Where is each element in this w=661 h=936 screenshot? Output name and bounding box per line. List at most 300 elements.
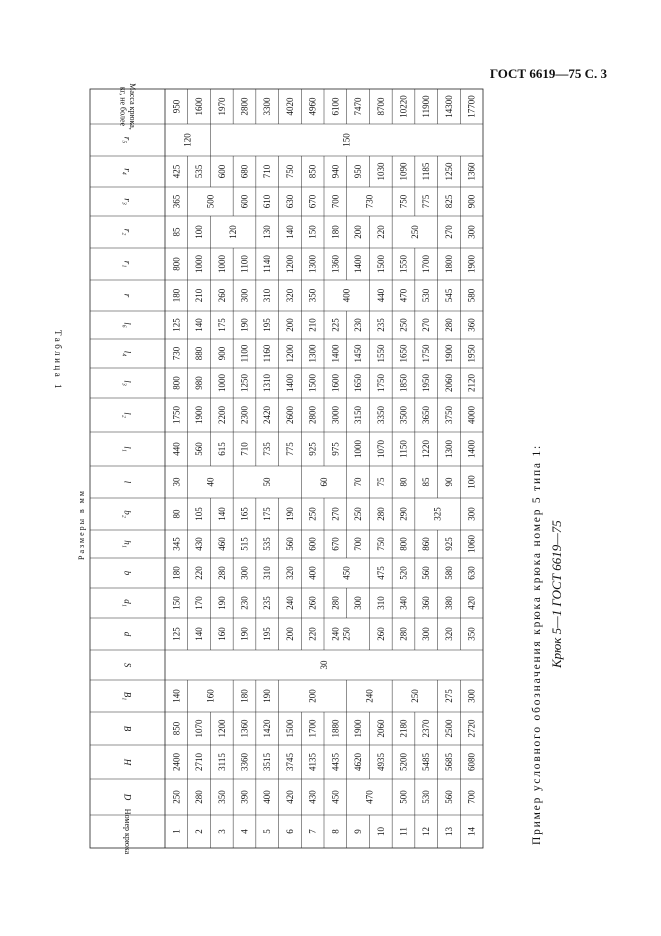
- table-cell: 800: [171, 257, 182, 271]
- table-cell: 170: [194, 596, 205, 610]
- table-cell: 2710: [194, 753, 205, 771]
- table-cell: 825: [443, 194, 454, 209]
- table-cell: 1970: [216, 97, 227, 116]
- table-cell: 4960: [307, 97, 318, 116]
- table-cell: 560: [284, 537, 295, 551]
- table-cell-merged: 70: [353, 477, 364, 487]
- table-cell-merged: 290: [398, 507, 409, 521]
- column-header-d: d: [122, 631, 133, 637]
- column-header-b: b: [122, 570, 133, 576]
- table-cell: 3650: [421, 406, 432, 424]
- table-cell: 1400: [284, 374, 295, 392]
- table-cell: 1900: [353, 719, 364, 738]
- table-cell: 1500: [375, 255, 386, 273]
- table-cell-merged: 450: [341, 566, 352, 580]
- table-cell: 560: [421, 566, 432, 580]
- hook-designation: Крюк 5—1 ГОСТ 6619—75: [549, 520, 564, 668]
- table-cell-merged: 175: [262, 507, 273, 521]
- table-cell-merged: 300: [466, 689, 477, 703]
- table-cell: 3500: [398, 406, 409, 424]
- table-cell: 350: [466, 627, 477, 641]
- page-header: ГОСТ 6619—75 С. 3: [489, 66, 607, 81]
- table-cell: 1550: [375, 344, 386, 363]
- column-header-mass: Масса крюка,кг, не более: [118, 83, 137, 130]
- table-cell: 3150: [353, 406, 364, 424]
- table-cell-merged: 400: [341, 288, 352, 303]
- table-cell: 345: [171, 537, 182, 551]
- table-cell: 670: [307, 194, 318, 209]
- table-cell: 710: [239, 442, 250, 456]
- table-cell: 1070: [375, 440, 386, 458]
- table-cell: 925: [443, 537, 454, 551]
- table-cell: 3350: [375, 406, 386, 424]
- table-cell: 175: [216, 318, 227, 332]
- table-cell: 750: [284, 164, 295, 179]
- table-cell: 1360: [330, 255, 341, 273]
- table-cell: 5: [262, 829, 273, 834]
- table-cell-merged: 140: [216, 507, 227, 521]
- table-cell-merged: 190: [284, 507, 295, 521]
- table-cell: 1185: [421, 162, 432, 181]
- column-header-l2: l₂: [122, 412, 133, 418]
- table-cell: 235: [375, 318, 386, 332]
- table-cell: 380: [443, 596, 454, 610]
- table-cell: 250: [398, 318, 409, 332]
- column-header-l3: l₃: [122, 380, 133, 386]
- table-cell: 2600: [284, 406, 295, 424]
- table-cell: 350: [216, 790, 227, 804]
- table-cell: 4620: [353, 753, 364, 771]
- column-header-d: D: [122, 793, 133, 801]
- table-cell-merged: 500: [205, 194, 216, 209]
- table-cell: 230: [353, 318, 364, 332]
- column-header-num: Номер крюка: [123, 808, 132, 855]
- dimensions-caption: Размеры в мм: [77, 489, 86, 560]
- table-cell: 320: [284, 288, 295, 303]
- table-cell: 1300: [307, 344, 318, 363]
- column-header-l4: l₄: [122, 350, 133, 357]
- table-cell: 1060: [466, 535, 477, 553]
- table-cell: 440: [171, 442, 182, 456]
- column-header-h: H: [122, 758, 133, 766]
- table-cell: 220: [375, 225, 386, 239]
- table-cell: 1900: [194, 406, 205, 424]
- table-cell: 750: [375, 537, 386, 551]
- table-cell: 210: [194, 288, 205, 303]
- table-cell: 1500: [307, 374, 318, 392]
- table-cell: 5200: [398, 753, 409, 771]
- table-cell: 1900: [466, 255, 477, 273]
- table-cell: 200: [284, 627, 295, 641]
- column-header-d1: d₁: [122, 599, 133, 607]
- table-cell: 280: [330, 596, 341, 610]
- column-header-r: r: [122, 293, 133, 298]
- table-cell: 300: [239, 288, 250, 303]
- table-cell: 280: [194, 790, 205, 804]
- table-cell: 1880: [330, 719, 341, 738]
- table-cell-merged: 275: [443, 689, 454, 703]
- table-cell: 600: [239, 194, 250, 209]
- table-cell: 365: [171, 194, 182, 209]
- table-cell: 9: [353, 829, 364, 834]
- table-cell: 1800: [443, 255, 454, 273]
- table-cell: 17700: [466, 95, 477, 118]
- table-cell-merged: 80: [398, 477, 409, 487]
- table-cell: 560: [194, 442, 205, 456]
- table-cell: 1200: [284, 344, 295, 363]
- table-cell: 300: [421, 627, 432, 641]
- column-header-h1: h₁: [122, 540, 133, 548]
- table-cell: 730: [171, 346, 182, 361]
- table-cell: 150: [307, 225, 318, 239]
- table-cell: 1: [171, 829, 182, 834]
- table-cell: 320: [284, 566, 295, 580]
- table-cell: 1250: [239, 374, 250, 392]
- table-cell: 5685: [443, 753, 454, 771]
- table-cell: 1700: [307, 719, 318, 738]
- table-cell: 940: [330, 164, 341, 179]
- table-cell: 125: [171, 318, 182, 332]
- table-cell-merged: 85: [421, 477, 432, 487]
- table-cell: 1000: [353, 440, 364, 458]
- designation-example-text: Пример условного обозначения крюка крюка номер 5 типа 1:: [531, 443, 543, 845]
- table-cell: 270: [443, 225, 454, 239]
- table-cell: 310: [262, 566, 273, 580]
- table-cell: 560: [443, 790, 454, 804]
- table-cell-merged: 165: [239, 507, 250, 521]
- table-cell-merged: 470: [364, 790, 375, 804]
- column-header-r4: r₄: [122, 168, 133, 175]
- table-cell: 1450: [353, 344, 364, 363]
- column-header-r1: r₁: [122, 260, 133, 268]
- table-cell: 1310: [262, 374, 273, 392]
- table-cell: 950: [353, 164, 364, 179]
- table-cell: 1650: [353, 374, 364, 392]
- table-cell: 530: [421, 790, 432, 804]
- table-cell: 6100: [330, 97, 341, 116]
- table-cell-merged: 90: [443, 477, 454, 487]
- table-cell: 670: [330, 537, 341, 551]
- table-cell: 1200: [284, 255, 295, 273]
- table-cell-merged: 280: [375, 507, 386, 521]
- table-cell: 440: [375, 288, 386, 303]
- column-header-l6: l₆: [122, 322, 133, 328]
- table-cell: 425: [171, 164, 182, 179]
- table-cell: 195: [262, 627, 273, 641]
- column-header-r5: r₅: [122, 136, 133, 144]
- table-cell: 210: [307, 318, 318, 332]
- table-cell: 1000: [216, 255, 227, 273]
- table-cell: 340: [398, 596, 409, 610]
- table-cell-merged: 105: [194, 507, 205, 521]
- table-cell-merged: 30: [171, 477, 182, 487]
- table-cell: 450: [330, 790, 341, 804]
- table-cell: 2120: [466, 374, 477, 392]
- table-cell: 1750: [421, 344, 432, 363]
- table-cell: 10220: [398, 95, 409, 118]
- table-cell: 6: [284, 829, 295, 834]
- table-cell: 580: [466, 288, 477, 303]
- table-cell: 280: [398, 627, 409, 641]
- table-cell: 610: [262, 194, 273, 209]
- column-header-b1: B₁: [122, 691, 133, 701]
- table-cell-merged: 730: [364, 194, 375, 209]
- table-cell-merged: 200: [307, 689, 318, 703]
- table-cell: 530: [421, 288, 432, 303]
- table-cell: 180: [171, 566, 182, 580]
- column-header-l1: l₁: [122, 446, 133, 452]
- table-cell: 2180: [398, 719, 409, 738]
- table-cell: 1100: [239, 344, 250, 363]
- table-cell: 580: [443, 566, 454, 580]
- table-cell: 850: [171, 721, 182, 736]
- table-cell: 1550: [398, 255, 409, 273]
- table-cell: 735: [262, 442, 273, 456]
- table-cell-merged: 100: [466, 475, 477, 489]
- table-cell: 1650: [398, 344, 409, 363]
- table-cell: 1900: [443, 344, 454, 363]
- table-cell: 630: [466, 566, 477, 580]
- column-header-b: B: [122, 725, 133, 732]
- column-header-s: S: [122, 662, 133, 668]
- table-cell: 3515: [262, 753, 273, 771]
- table-cell: 420: [284, 790, 295, 804]
- table-cell-merged: 250: [409, 689, 420, 703]
- table-cell: 535: [262, 537, 273, 551]
- table-cell: 300: [239, 566, 250, 580]
- table-cell: 400: [307, 566, 318, 580]
- table-cell: 700: [353, 537, 364, 551]
- table-cell: 900: [216, 346, 227, 361]
- table-cell: 1600: [330, 374, 341, 392]
- table-cell: 320: [443, 627, 454, 641]
- table-cell-merged: 120: [182, 133, 193, 147]
- table-cell: 1300: [443, 440, 454, 458]
- table-cell: 4135: [307, 753, 318, 771]
- table-cell: 2420: [262, 406, 273, 424]
- table-cell: 8700: [375, 97, 386, 116]
- table-cell: 1500: [284, 719, 295, 738]
- table-cell: 220: [307, 627, 318, 641]
- table-cell: 220: [194, 566, 205, 580]
- table-cell-merged: 250: [353, 507, 364, 521]
- table-cell: 800: [171, 376, 182, 390]
- table-cell: 180: [330, 225, 341, 239]
- table-cell: 8: [330, 829, 341, 834]
- table-cell: 1300: [307, 255, 318, 273]
- table-cell: 2720: [466, 719, 477, 738]
- column-header-r3: r₃: [122, 198, 133, 205]
- table-cell: 1950: [466, 344, 477, 363]
- table-cell: 1700: [421, 255, 432, 273]
- table-cell: 1220: [421, 440, 432, 458]
- table-cell: 150: [171, 596, 182, 610]
- table-cell: 260: [375, 627, 386, 641]
- table-cell: 775: [284, 442, 295, 456]
- table-cell: 1850: [398, 374, 409, 392]
- table-cell: 310: [375, 596, 386, 610]
- table-cell-merged: 180: [239, 689, 250, 703]
- table-cell-merged: 50: [262, 477, 273, 487]
- table-cell: 1420: [262, 719, 273, 738]
- table-cell: 630: [284, 194, 295, 209]
- table-cell: 230: [239, 596, 250, 610]
- table-cell: 3750: [443, 406, 454, 424]
- table-cell-merged: 190: [262, 689, 273, 703]
- table-cell: 1070: [194, 719, 205, 738]
- table-cell: 2500: [443, 719, 454, 738]
- table-cell: 310: [262, 288, 273, 303]
- table-cell: 360: [466, 318, 477, 332]
- table-cell: 460: [216, 537, 227, 551]
- table-cell: 7470: [353, 97, 364, 116]
- table-cell-merged: 270: [330, 507, 341, 521]
- table-cell: 535: [194, 164, 205, 179]
- table-cell: 4935: [375, 753, 386, 771]
- table-cell: 2400: [171, 753, 182, 771]
- table-cell-merged: 140: [171, 689, 182, 703]
- table-cell: 1150: [398, 440, 409, 458]
- table-cell-merged: 325: [432, 507, 443, 521]
- table-cell: 470: [398, 288, 409, 303]
- table-cell: 710: [262, 164, 273, 179]
- table-cell: 850: [307, 164, 318, 179]
- column-header-l: l: [122, 480, 133, 484]
- table-cell-merged: 1000: [194, 255, 205, 273]
- table-cell: 1090: [398, 162, 409, 181]
- column-header-r2: r₂: [122, 228, 133, 236]
- table-cell: 775: [421, 194, 432, 209]
- table-cell: 270: [421, 318, 432, 332]
- table-cell: 3360: [239, 753, 250, 771]
- table-cell: 11: [398, 827, 409, 836]
- table-cell: 200: [284, 318, 295, 332]
- table-cell: 750: [398, 194, 409, 209]
- table-cell: 140: [284, 225, 295, 239]
- table-cell: 950: [171, 99, 182, 114]
- table-cell: 100: [194, 225, 205, 239]
- table-cell: 225: [330, 318, 341, 332]
- table-cell: 280: [443, 318, 454, 332]
- table-cell-merged: 40: [205, 477, 216, 487]
- table-cell: 1750: [171, 406, 182, 424]
- table-cell: 5485: [421, 753, 432, 771]
- table-cell: 6080: [466, 753, 477, 771]
- table-cell: 125: [171, 627, 182, 641]
- table-cell: 2800: [307, 406, 318, 424]
- table-cell: 3300: [262, 97, 273, 116]
- table-cell: 2800: [239, 97, 250, 116]
- table-cell: 800: [398, 537, 409, 551]
- table-cell-merged: 250: [409, 225, 420, 239]
- table-cell: 2060: [375, 719, 386, 738]
- table-cell: 1400: [353, 255, 364, 273]
- table-cell: 1140: [262, 255, 273, 273]
- table-cell: 615: [216, 442, 227, 456]
- column-header-b2: b₂: [122, 510, 133, 518]
- table-cell: 200: [353, 225, 364, 239]
- table-cell-merged: 250: [307, 507, 318, 521]
- table-cell: 925: [307, 442, 318, 456]
- table-cell: 190: [216, 596, 227, 610]
- table-cell: 1950: [421, 374, 432, 392]
- table-cell: 1160: [262, 344, 273, 363]
- table-caption: Таблица 1: [53, 330, 63, 391]
- table-cell: 14: [466, 827, 477, 836]
- table-cell: 4020: [284, 97, 295, 116]
- table-cell: 12: [421, 827, 432, 836]
- table-cell-merged: 160: [205, 689, 216, 703]
- table-cell-merged: 120: [228, 225, 239, 239]
- table-cell: 400: [262, 790, 273, 804]
- table-cell: 1600: [194, 97, 205, 116]
- table-cell: 2: [194, 829, 205, 834]
- table-cell-merged: 75: [375, 477, 386, 487]
- table-cell: 3745: [284, 753, 295, 771]
- table-cell: 1030: [375, 162, 386, 181]
- table-cell: 1750: [375, 374, 386, 392]
- table-cell-merged: 30: [319, 660, 329, 670]
- table-cell: 1400: [330, 344, 341, 363]
- table-cell: 2060: [443, 374, 454, 392]
- table-cell: 140: [194, 318, 205, 332]
- table-cell: 3000: [330, 406, 341, 424]
- table-cell-merged: 240: [364, 689, 375, 703]
- table-cell: 235: [262, 596, 273, 610]
- table-cell: 130: [262, 225, 273, 239]
- table-cell: 900: [466, 194, 477, 209]
- table-cell: 11900: [421, 95, 432, 118]
- table-cell: 2300: [239, 406, 250, 424]
- table-cell: 2200: [216, 406, 227, 424]
- table-cell: 300: [466, 225, 477, 239]
- table-cell: 4435: [330, 753, 341, 771]
- table-cell: 260: [307, 596, 318, 610]
- table-cell: 4: [239, 829, 250, 834]
- table-cell-merged: 80: [171, 509, 182, 519]
- table-cell: 14300: [443, 95, 454, 118]
- table-cell: 600: [216, 164, 227, 179]
- table-cell: 360: [421, 596, 432, 610]
- table-cell: 1000: [216, 374, 227, 392]
- table-cell: 300: [353, 596, 364, 610]
- table-cell: 1100: [239, 255, 250, 273]
- table-cell: 240: [284, 596, 295, 610]
- table-cell: 2370: [421, 719, 432, 738]
- table-cell: 160: [216, 627, 227, 641]
- table-cell-merged: 300: [466, 507, 477, 521]
- table-cell: 250: [171, 790, 182, 804]
- table-cell: 1250: [443, 162, 454, 181]
- table-cell: 180: [171, 288, 182, 303]
- table-cell: 430: [307, 790, 318, 804]
- table-cell: 1400: [466, 440, 477, 458]
- table-cell: 3115: [216, 753, 227, 771]
- table-cell: 420: [466, 596, 477, 610]
- table-cell: 700: [466, 790, 477, 804]
- table-cell: 860: [421, 537, 432, 551]
- table-cell: 390: [239, 790, 250, 804]
- table-cell: 430: [194, 537, 205, 551]
- table-cell: 240: [330, 627, 341, 641]
- table-cell: 545: [443, 288, 454, 303]
- table-cell: 13: [443, 827, 454, 836]
- table-cell: 980: [194, 376, 205, 390]
- table-cell-merged: 250: [341, 627, 352, 641]
- table-cell: 85: [171, 227, 182, 237]
- table-cell: 4000: [466, 406, 477, 424]
- table-cell: 520: [398, 566, 409, 580]
